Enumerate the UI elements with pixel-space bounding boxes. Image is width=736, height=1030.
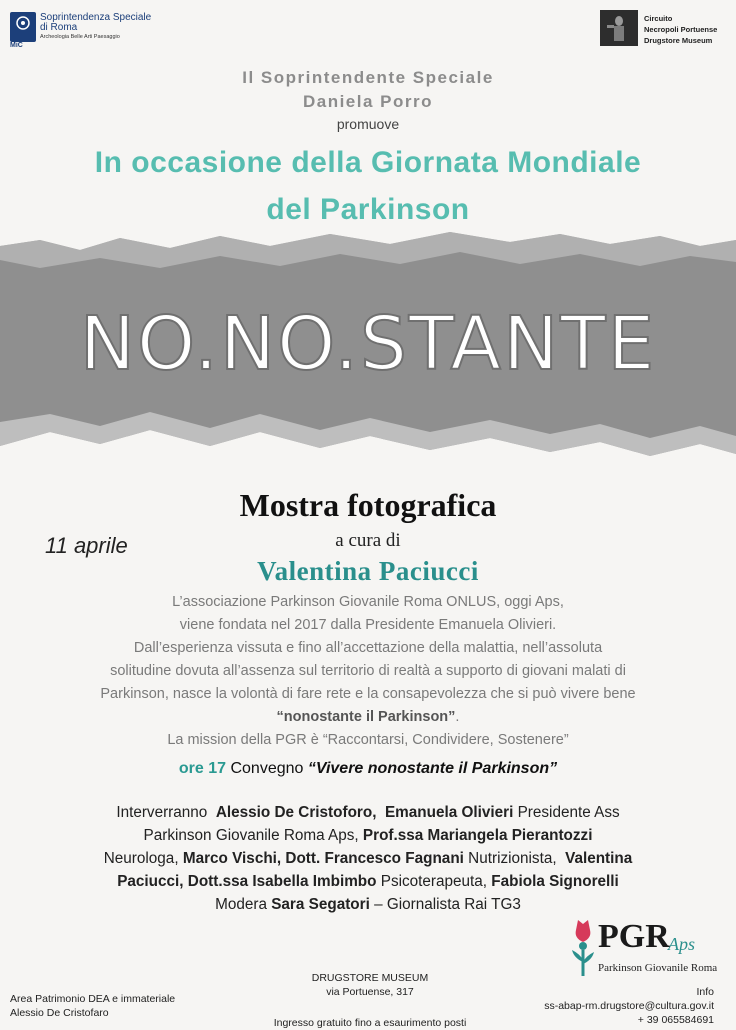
- conference-label: Convegno: [230, 760, 304, 777]
- footer-left: [10, 992, 175, 1020]
- speaker-3-role: Neurologa,: [103, 850, 179, 867]
- footer-center: [240, 971, 500, 999]
- footer-email[interactable]: ss-abap-rm.drugstore@cultura.gov.it: [544, 1000, 714, 1012]
- speaker-5a: Valentina: [565, 850, 633, 867]
- conference-line: [0, 760, 736, 778]
- soprintendenza-logo: [10, 12, 160, 49]
- moderator-label: Modera: [215, 896, 267, 913]
- occasion-line-2: del Parkinson: [266, 193, 470, 226]
- curator-name: Valentina Paciucci: [257, 556, 479, 586]
- soprintendenza-name: Soprintendenza Speciale di Roma: [40, 12, 152, 33]
- speaker-4: Marco Vischi, Dott. Francesco Fagnani: [182, 850, 464, 867]
- desc-line-2: viene fondata nel 2017 dalla Presidente Emanuela Olivieri.: [179, 617, 557, 633]
- soprintendenza-sub: Archeologia Belle Arti Paesaggio: [40, 34, 120, 40]
- mic-label: MiC: [10, 42, 23, 49]
- conference-title: “Vivere nonostante il Parkinson”: [307, 760, 558, 777]
- soprintendente-name: Daniela Porro: [302, 92, 434, 111]
- pgr-aps: Aps: [668, 934, 695, 954]
- curated-label: a cura di: [335, 530, 401, 551]
- pgr-logo: [570, 918, 730, 980]
- footer-person: Alessio De Cristofaro: [10, 1007, 109, 1019]
- pgr-sub: Parkinson Giovanile Roma: [598, 962, 718, 974]
- mic-emblem-icon: [10, 12, 36, 42]
- speaker-2-role: Presidente Ass: [517, 804, 620, 821]
- speakers-block: [0, 801, 736, 916]
- circuito-line-3: Drugstore Museum: [644, 36, 713, 45]
- footer-address: via Portuense, 317: [326, 986, 414, 998]
- moderator-name: Sara Segatori: [271, 896, 370, 913]
- footer-entry: Ingresso gratuito fino a esaurimento posti: [273, 1017, 467, 1029]
- moderator-role: – Giornalista Rai TG3: [374, 896, 521, 913]
- tulip-icon: [570, 920, 596, 978]
- desc-line-5: Parkinson, nasce la volontà di fare rete e la consapevolezza che si può vivere bene: [100, 686, 636, 702]
- speaker-4-role: Nutrizionista,: [468, 850, 557, 867]
- speaker-5b: Paciucci, Dott.ssa Isabella Imbimbo: [117, 873, 377, 890]
- speaker-2: Emanuela Olivieri: [384, 804, 514, 821]
- exhibition-title: Mostra fotografica: [239, 487, 497, 523]
- speaker-6: Fabiola Signorelli: [491, 873, 619, 890]
- statue-image-icon: [600, 10, 638, 46]
- desc-line-1: L’associazione Parkinson Giovanile Roma ONLUS, oggi Aps,: [172, 594, 564, 610]
- desc-line-6-end: .: [455, 709, 460, 725]
- desc-line-3: Dall’esperienza vissuta e fino all’accettazione della malattia, nell’assoluta: [133, 640, 603, 656]
- speaker-2-role-2: Parkinson Giovanile Roma Aps,: [143, 827, 359, 844]
- desc-nonostante: “nonostante il Parkinson”: [276, 709, 456, 725]
- speakers-intro: Interverranno: [116, 804, 208, 821]
- conference-time: ore 17: [178, 760, 227, 777]
- speaker-3: Prof.ssa Mariangela Pierantozzi: [362, 827, 593, 844]
- pgr-main: PGR: [598, 918, 670, 955]
- circuito-logo: [600, 10, 730, 48]
- desc-line-4: solitudine dovuta all’assenza sul territorio di realtà a supporto di giovani malati di: [110, 663, 626, 679]
- footer-right: [470, 985, 714, 1027]
- circuito-line-1: Circuito: [644, 14, 673, 23]
- footer-venue: DRUGSTORE MUSEUM: [311, 972, 429, 984]
- speaker-1: Alessio De Cristoforo,: [215, 804, 377, 821]
- footer-area: Area Patrimonio DEA e immateriale: [10, 993, 176, 1005]
- footer-info: Info: [696, 986, 714, 998]
- desc-line-7: La mission della PGR è “Raccontarsi, Condividere, Sostenere”: [167, 732, 569, 748]
- exhibition-date: 11 aprile: [45, 533, 128, 558]
- occasion-line-1: In occasione della Giornata Mondiale: [94, 146, 642, 179]
- footer-phone[interactable]: + 39 065584691: [637, 1014, 714, 1026]
- banner-title: NO.NO.STANTE: [79, 301, 657, 387]
- promuove-text: promuove: [336, 116, 400, 132]
- speaker-5-role: Psicoterapeuta,: [380, 873, 488, 890]
- soprintendente-title: Il Soprintendente Speciale: [242, 68, 494, 87]
- circuito-line-2: Necropoli Portuense: [644, 25, 718, 34]
- description: [0, 591, 736, 752]
